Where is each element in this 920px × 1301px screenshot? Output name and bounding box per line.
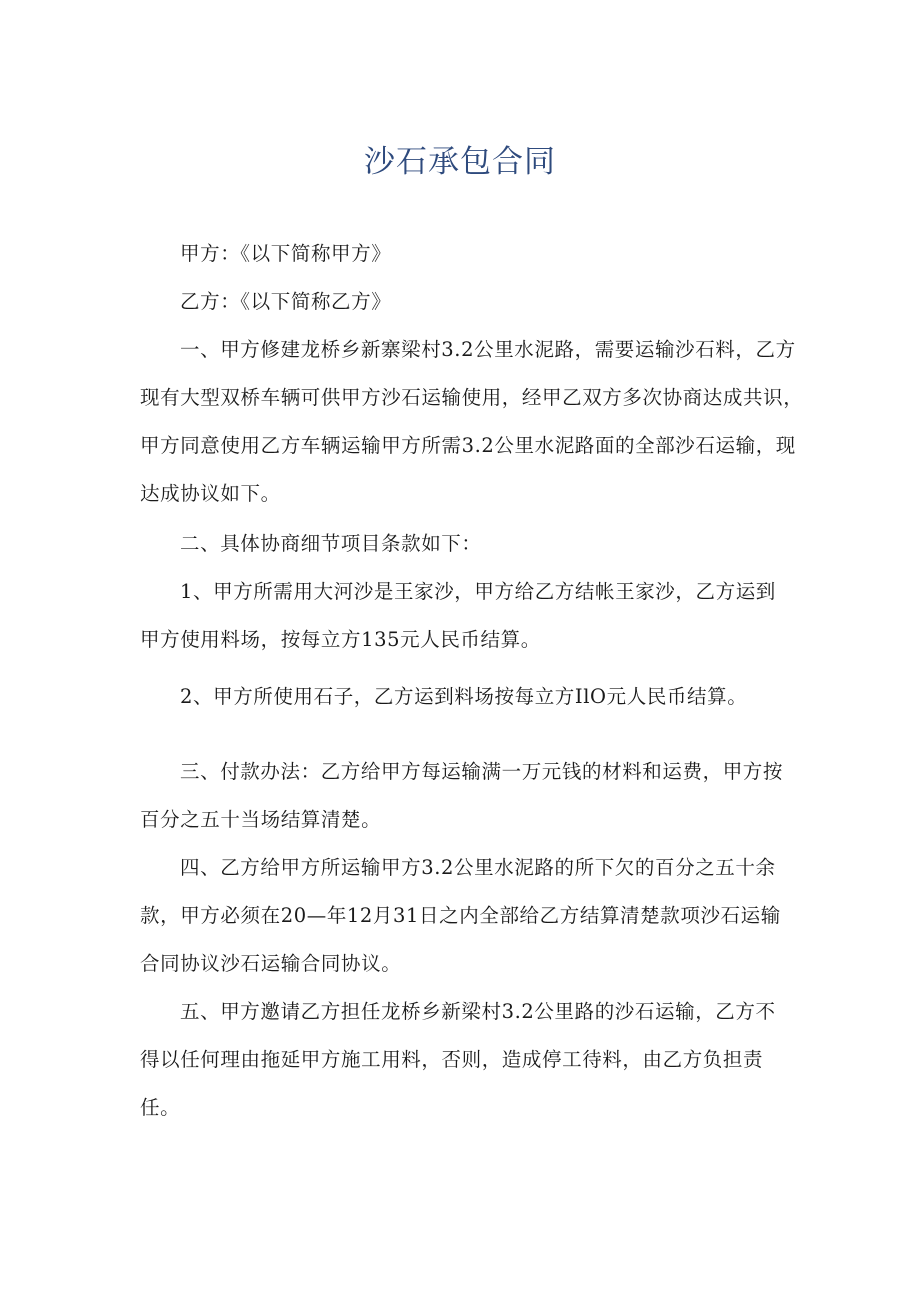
clause-3-line-2: 百分之五十当场结算清楚。 [140, 808, 382, 831]
clause-2-heading: 二、具体协商细节项目条款如下： [180, 532, 482, 555]
clause-4-line-3: 合同协议沙石运输合同协议。 [140, 952, 402, 975]
clause-5-line-2: 得以任何理由拖延甲方施工用料，否则，造成停工待料，由乙方负担责 [140, 1048, 764, 1071]
item-1-line-2: 甲方使用料场，按每立方135元人民币结算。 [140, 628, 541, 651]
clause-5-line-1: 五、甲方邀请乙方担任龙桥乡新梁村3.2公里路的沙石运输，乙方不 [180, 1000, 776, 1023]
clause-1-line-3: 甲方同意使用乙方车辆运输甲方所需3.2公里水泥路面的全部沙石运输，现 [140, 434, 796, 457]
clause-1-line-4: 达成协议如下。 [140, 482, 281, 505]
clause-4-line-1: 四、乙方给甲方所运输甲方3.2公里水泥路的所下欠的百分之五十余 [180, 856, 776, 879]
item-1-line-1: 1、甲方所需用大河沙是王家沙，甲方给乙方结帐王家沙，乙方运到 [180, 580, 776, 603]
clause-1-line-1: 一、甲方修建龙桥乡新寨梁村3.2公里水泥路，需要运输沙石料，乙方 [180, 338, 796, 361]
clause-3-line-1: 三、付款办法：乙方给甲方每运输满一万元钱的材料和运费，甲方按 [180, 760, 784, 783]
party-b-line: 乙方：《以下简称乙方》 [180, 290, 392, 313]
clause-1-line-2: 现有大型双桥车辆可供甲方沙石运输使用，经甲乙双方多次协商达成共识， [140, 386, 804, 409]
clause-5-line-3: 任。 [140, 1096, 181, 1119]
document-title: 沙石承包合同 [364, 144, 556, 180]
party-a-line: 甲方：《以下简称甲方》 [180, 242, 392, 265]
clause-4-line-2: 款，甲方必须在20—年12月31日之内全部给乙方结算清楚款项沙石运输 [140, 904, 781, 927]
item-2-line: 2、甲方所使用石子，乙方运到料场按每立方IlO元人民币结算。 [180, 685, 748, 708]
